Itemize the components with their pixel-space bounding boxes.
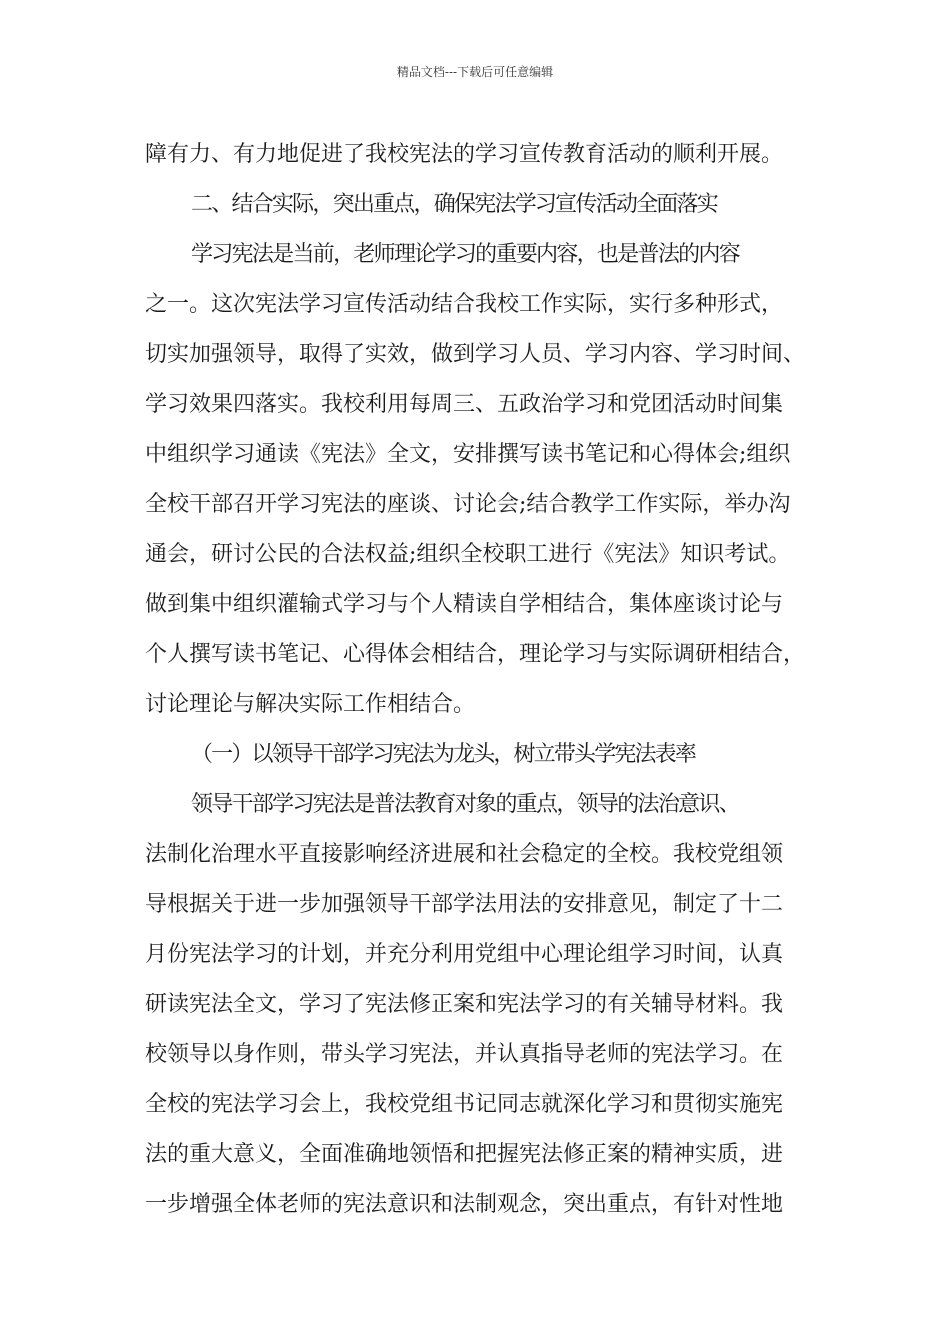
text-line: 中组织学习通读《宪法》全文，安排撰写读书笔记和心得体会;组织	[145, 442, 791, 467]
text-line: 之一。这次宪法学习宣传活动结合我校工作实际，实行多种形式，	[145, 292, 784, 317]
text-line: 一步增强全体老师的宪法意识和法制观念，突出重点，有针对性地	[145, 1192, 784, 1217]
text-line: 讨论理论与解决实际工作相结合。	[145, 692, 476, 717]
text-line: 学习效果四落实。我校利用每周三、五政治学习和党团活动时间集	[145, 392, 784, 417]
page-header: 精品文档---下载后可任意编辑	[396, 65, 554, 79]
text-line: 法制化治理水平直接影响经济进展和社会稳定的全校。我校党组领	[145, 842, 784, 867]
text-line: 做到集中组织灌输式学习与个人精读自学相结合，集体座谈讨论与	[145, 592, 784, 617]
text-line: 导根据关于进一步加强领导干部学法用法的安排意见，制定了十二	[145, 892, 784, 917]
text-line: 法的重大意义，全面准确地领悟和把握宪法修正案的精神实质，进	[145, 1142, 784, 1167]
text-line: 校领导以身作则，带头学习宪法，并认真指导老师的宪法学习。在	[145, 1042, 784, 1067]
text-line: 个人撰写读书笔记、心得体会相结合，理论学习与实际调研相结合，	[145, 642, 806, 667]
text-line: 学习宪法是当前，老师理论学习的重要内容，也是普法的内容	[191, 242, 740, 267]
text-line: 领导干部学习宪法是普法教育对象的重点，领导的法治意识、	[191, 792, 740, 817]
text-line: （一）以领导干部学习宪法为龙头，树立带头学宪法表率	[191, 742, 696, 767]
document-body	[145, 130, 825, 1230]
text-line: 障有力、有力地促进了我校宪法的学习宣传教育活动的顺利开展。	[145, 142, 784, 167]
text-line: 全校的宪法学习会上，我校党组书记同志就深化学习和贯彻实施宪	[145, 1092, 784, 1117]
text-line: 研读宪法全文，学习了宪法修正案和宪法学习的有关辅导材料。我	[145, 992, 784, 1017]
text-line: 切实加强领导，取得了实效，做到学习人员、学习内容、学习时间、	[145, 342, 806, 367]
text-line: 通会，研讨公民的合法权益;组织全校职工进行《宪法》知识考试。	[145, 542, 791, 567]
text-line: 二、结合实际，突出重点，确保宪法学习宣传活动全面落实	[191, 192, 718, 217]
text-line: 全校干部召开学习宪法的座谈、讨论会;结合教学工作实际，举办沟	[145, 492, 791, 517]
text-line: 月份宪法学习的计划，并充分利用党组中心理论组学习时间，认真	[145, 942, 784, 967]
